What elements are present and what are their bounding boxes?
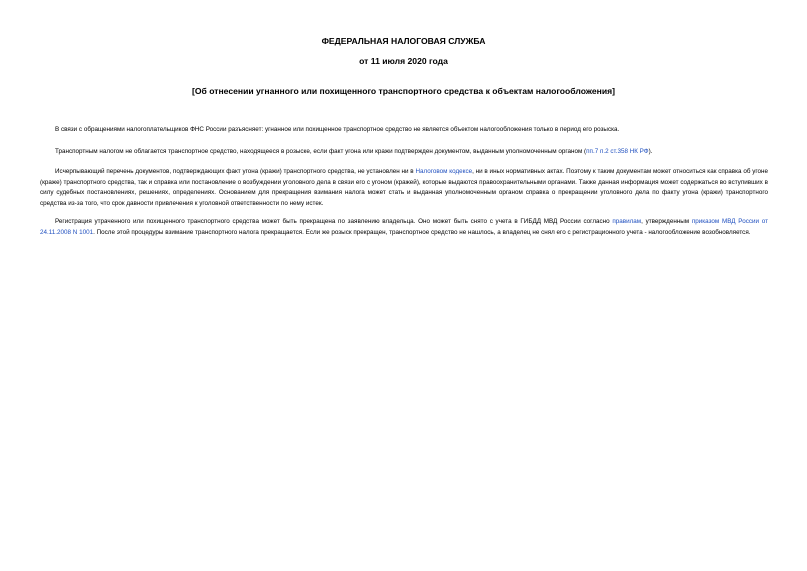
paragraph-1	[40, 125, 768, 136]
rules-link[interactable]: правилам	[612, 218, 642, 225]
paragraph-4-text-before: Регистрация утраченного или похищенного транспортного средства может быть прекращена по заявлению владельца. Оно может быть снято с учета в ГИБДД МВД России согласно	[55, 218, 613, 225]
paragraph-3-text-before: Исчерпывающий перечень документов, подтверждающих факт угона (кражи) транспортного средства, не установлен ни в	[55, 168, 416, 175]
paragraph-4	[40, 217, 768, 238]
paragraph-2-text-before: Транспортным налогом не облагается транспортное средство, находящееся в розыске, если факт угона или кражи подтвержден документом, выданным уполномоченным органом (	[55, 148, 587, 155]
paragraph-4-text-middle: , утвержденным	[641, 218, 692, 225]
paragraph-4-text-after: . После этой процедуры взимание транспортного налога прекращается. Если же розыск прекращен, транспортное средство не нашлось, а владелец не снял его с регистрационного учета - налогообложение возобновляется.	[93, 228, 751, 236]
document-date: от 11 июля 2020 года	[359, 56, 448, 66]
mvd-order-link[interactable]: приказом МВД России от 24.11.2008 N 1001	[40, 218, 768, 236]
tax-code-article-link[interactable]: пп.7 п.2 ст.358 НК РФ	[586, 148, 649, 155]
paragraph-2	[40, 147, 768, 158]
paragraph-1-text: В связи с обращениями налогоплательщиков ФНС России разъясняет: угнанное или похищенное транспортное средство не является объектом налогообложения только в период его розыска.	[55, 126, 620, 133]
tax-code-link[interactable]: Налоговом кодексе	[415, 168, 473, 175]
paragraph-2-text-after: ).	[648, 148, 653, 155]
paragraph-3	[40, 167, 768, 209]
agency-title: ФЕДЕРАЛЬНАЯ НАЛОГОВАЯ СЛУЖБА	[321, 36, 486, 46]
paragraph-3-text-after: , ни в иных нормативных актах. Поэтому к таким документам может относиться как справка об угоне (краже) транспортного средства, так и справка или постановление о возбуждении уголовного дела в связи его с угоном (кражей), которые выдаются правоохранительными органами. Также данная информация может содержаться во вступивших в силу судебных постановлениях, решениях, определениях. Основанием для прекращения взимания налога может стать и выданная уполномоченным органом справка о прекращении уголовного дела по факту угона (кражи) транспортного средства из-за того, что срок давности привлечения к уголовной ответственности по нему истек.	[40, 168, 769, 207]
document-subject: [Об отнесении угнанного или похищенного транспортного средства к объектам налогообложения]	[191, 86, 615, 96]
